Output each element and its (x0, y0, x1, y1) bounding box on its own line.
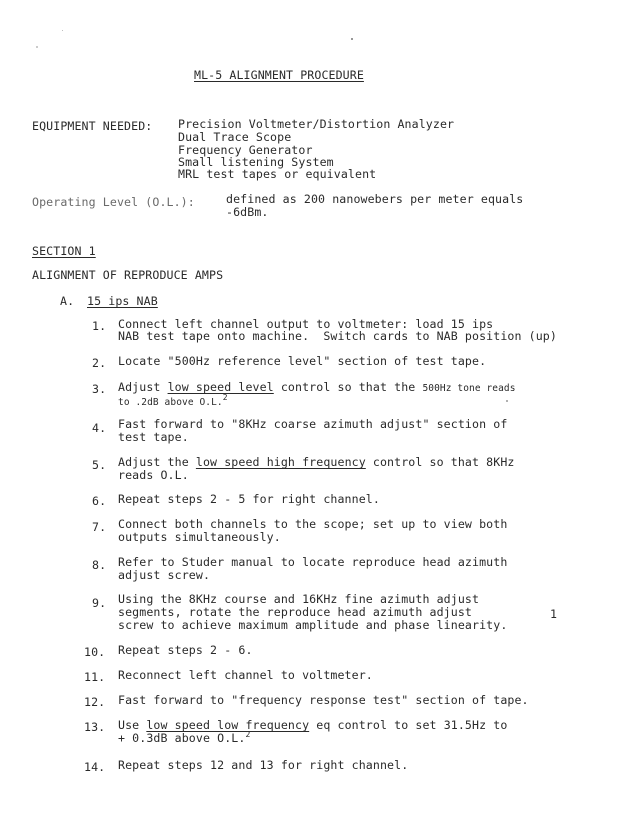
step-text (118, 393, 228, 410)
step-number: 14. (84, 760, 106, 774)
section-heading: SECTION 1 (32, 244, 96, 258)
subsection-letter: A. (60, 294, 75, 308)
step-text-part: to .2dB above O.L. (118, 397, 223, 408)
step-text: Repeat steps 2 - 5 for right channel. (118, 492, 380, 506)
step-text-handwritten: 500Hz tone reads (422, 383, 516, 394)
step-text: Fast forward to "frequency response test" section of tape. (118, 693, 529, 707)
step-text: screw to achieve maximum amplitude and phase linearity. (118, 618, 508, 632)
step-number: 12. (84, 695, 106, 709)
scan-speck (62, 30, 63, 31)
step-text-part: control so that 8KHz (365, 455, 515, 469)
step-number: 3. (92, 382, 107, 396)
step-text: outputs simultaneously. (118, 530, 281, 544)
step-number: 7. (92, 520, 107, 534)
scan-speck (506, 400, 508, 402)
margin-note: 1 (550, 607, 558, 621)
equipment-label: EQUIPMENT NEEDED: (32, 119, 153, 133)
step-text (118, 718, 507, 732)
equipment-item: MRL test tapes or equivalent (178, 167, 377, 181)
scan-speck (36, 46, 38, 48)
step-text-part: eq control to set 31.5Hz to (309, 718, 508, 732)
step-text: NAB test tape onto machine. Switch cards to NAB position (up) (118, 329, 557, 343)
subsection-title: 15 ips NAB (87, 294, 158, 308)
step-number: 13. (84, 720, 106, 734)
equipment-item: Dual Trace Scope (178, 130, 292, 144)
step-text: segments, rotate the reproduce head azimuth adjust (118, 605, 473, 619)
operating-level-label: Operating Level (O.L.): (32, 195, 195, 209)
equipment-item: Small listening System (178, 155, 334, 169)
step-text: Repeat steps 2 - 6. (118, 643, 253, 657)
step-text: Connect both channels to the scope; set up to view both (118, 517, 508, 531)
step-number: 6. (92, 494, 107, 508)
step-number: 2. (92, 356, 107, 370)
equipment-item: Frequency Generator (178, 143, 313, 157)
step-text: Reconnect left channel to voltmeter. (118, 668, 373, 682)
step-text: test tape. (118, 430, 189, 444)
step-text: reads O.L. (118, 468, 189, 482)
equipment-item: Precision Voltmeter/Distortion Analyzer (178, 117, 455, 131)
step-text-part: + 0.3dB above O.L. (118, 731, 246, 745)
scan-speck (351, 38, 353, 40)
step-text: Fast forward to "8KHz coarse azimuth adjust" section of (118, 417, 508, 431)
step-text-part: Adjust (118, 380, 168, 394)
control-name: low speed level (167, 380, 274, 394)
operating-level-def-cont: -6dBm. (226, 205, 269, 219)
footnote-marker: 2 (222, 393, 228, 402)
step-text (118, 731, 250, 747)
operating-level-def: defined as 200 nanowebers per meter equals (226, 192, 524, 206)
step-number: 4. (92, 421, 107, 435)
section-subheading: ALIGNMENT OF REPRODUCE AMPS (32, 268, 224, 282)
step-text: Refer to Studer manual to locate reproduce head azimuth (118, 555, 508, 569)
step-text (118, 455, 515, 469)
step-text: Locate "500Hz reference level" section of test tape. (118, 354, 487, 368)
step-text: Repeat steps 12 and 13 for right channel. (118, 758, 409, 772)
step-text-part: control so that the (273, 380, 423, 394)
step-text: Using the 8KHz course and 16KHz fine azimuth adjust (118, 592, 480, 606)
control-name: low speed low frequency (146, 718, 310, 732)
step-number: 1. (92, 319, 107, 333)
step-text (118, 380, 516, 396)
step-text-part: Use (118, 718, 147, 732)
step-number: 10. (84, 645, 106, 659)
step-text-part: Adjust the (118, 455, 196, 469)
step-number: 8. (92, 558, 107, 572)
step-number: 9. (92, 596, 107, 610)
step-text: Connect left channel output to voltmeter: load 15 ips (118, 317, 494, 331)
page-title: ML-5 ALIGNMENT PROCEDURE (194, 68, 364, 82)
control-name: low speed high frequency (195, 455, 366, 469)
footnote-marker: 2 (245, 730, 251, 739)
step-number: 11. (84, 670, 106, 684)
step-text: adjust screw. (118, 568, 211, 582)
step-number: 5. (92, 458, 107, 472)
